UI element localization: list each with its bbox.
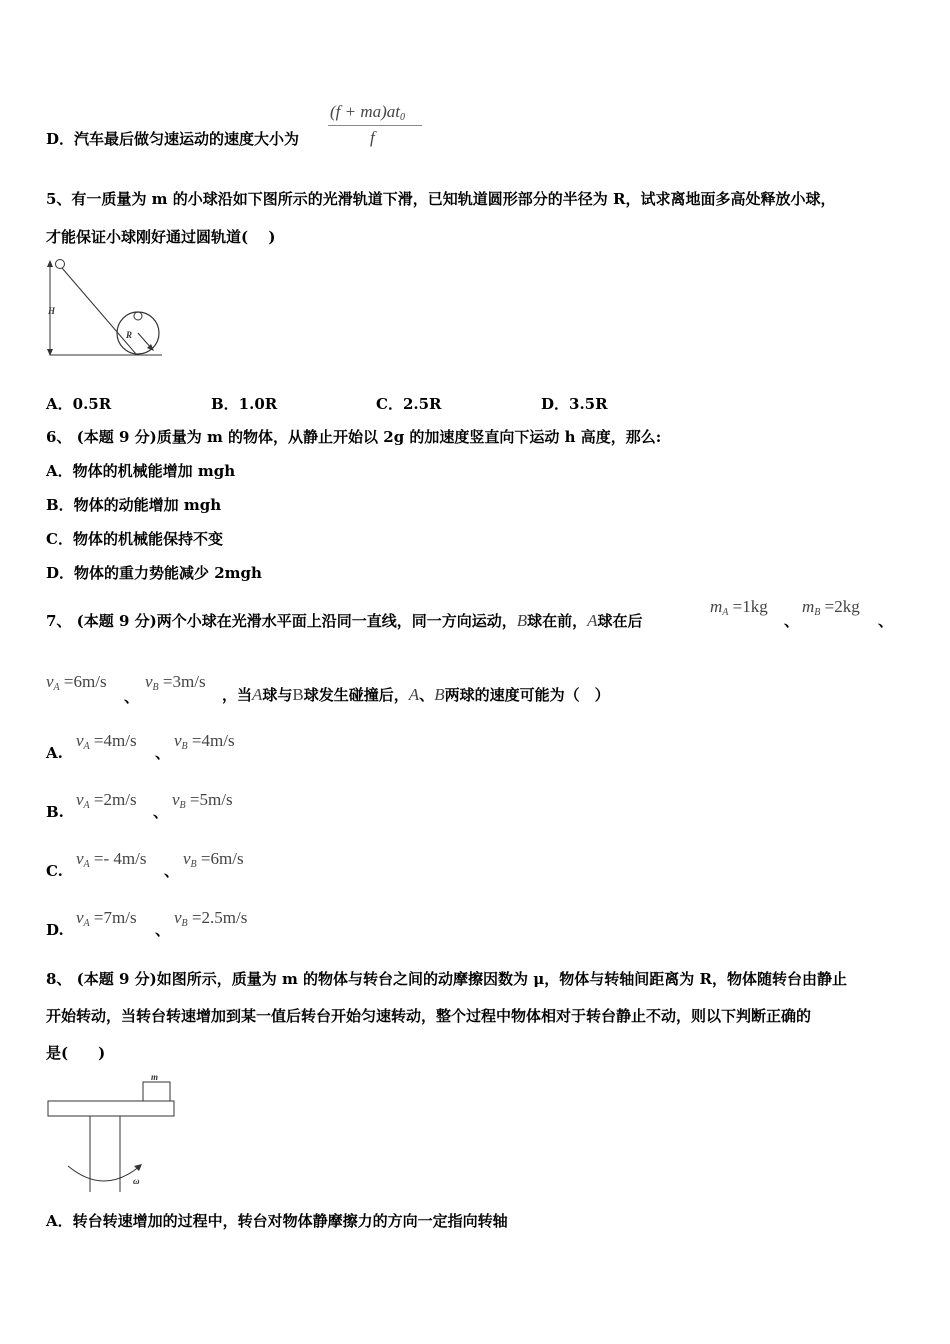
q7-option-d-label: D.	[46, 921, 64, 939]
q7-velocity-b: $v_B =3m/s$	[145, 672, 206, 693]
q5-track-figure	[44, 254, 166, 364]
q5-option-a: A．0.5R	[46, 395, 112, 413]
ball-top	[56, 260, 65, 269]
q7-velocity-a: $v_A =6m/s$	[46, 672, 107, 693]
q5-option-c: C．2.5R	[376, 395, 442, 413]
mass-label: m	[151, 1072, 159, 1082]
q7-option-a-va: $v_A =4m/s$	[76, 731, 137, 752]
q7-mass-b: $m_B =2kg$	[802, 597, 860, 618]
q7-separator-2: 、	[878, 612, 894, 630]
q8-stem-line2: 开始转动，当转台转速增加到某一值后转台开始匀速转动，整个过程中物体相对于转台静止不动，则以下判断正确的	[46, 1007, 812, 1025]
q7-option-c-vb: $v_B =6m/s$	[183, 849, 244, 870]
q8-stem-line3: 是( )	[46, 1044, 106, 1062]
q8-turntable-figure	[44, 1068, 180, 1194]
q7-option-a-vb: $v_B =4m/s$	[174, 731, 235, 752]
q6-option-a: A．物体的机械能增加 mgh	[46, 462, 236, 480]
q7-option-c-label: C.	[46, 862, 63, 880]
q5-option-b: B．1.0R	[211, 395, 278, 413]
q7-option-a-sep: 、	[155, 744, 171, 762]
q8-option-a: A．转台转速增加的过程中，转台对物体静摩擦力的方向一定指向转轴	[46, 1212, 508, 1230]
rotation-arc	[68, 1166, 140, 1181]
incline-track	[62, 268, 136, 354]
q6-option-b: B．物体的动能增加 mgh	[46, 496, 222, 514]
q7-option-a-label: A.	[46, 744, 63, 762]
ball-in-loop	[134, 312, 142, 320]
q7-option-c-va: $v_A =- 4m/s$	[76, 849, 147, 870]
q7-option-d-sep: 、	[155, 921, 171, 939]
q8-stem-line1: 8、 (本题 9 分)如图所示，质量为 m 的物体与转台之间的动摩擦因数为 μ，物体与转轴间距离为 R，物体随转台由静止	[46, 970, 847, 988]
height-label: H	[48, 306, 56, 316]
q7-option-d-va: $v_A =7m/s$	[76, 908, 137, 929]
q7-stem-line2: ，当A球与B球发生碰撞后，A、B两球的速度可能为（ ）	[222, 685, 610, 704]
fraction-bar	[328, 125, 422, 126]
q6-stem: 6、 (本题 9 分)质量为 m 的物体，从静止开始以 2g 的加速度竖直向下运动 h 高度，那么:	[46, 428, 662, 446]
q7-stem-line1: 7、 (本题 9 分)两个小球在光滑水平面上沿同一直线，同一方向运动，B球在前，A球在后	[46, 611, 643, 630]
q7-option-b-va: $v_A =2m/s$	[76, 790, 137, 811]
ball-a-label: A	[587, 611, 598, 630]
turntable-plate	[48, 1101, 174, 1116]
q4-fraction-denominator: f	[370, 128, 375, 147]
q5-stem-line2: 才能保证小球刚好通过圆轨道( )	[46, 228, 276, 246]
q4-option-d	[46, 128, 299, 149]
ball-b-label: B	[516, 611, 528, 630]
q7-option-b-label: B.	[46, 803, 64, 821]
q7-mass-a: $m_A =1kg$	[710, 597, 768, 618]
height-arrow-top	[47, 260, 53, 267]
q7-option-b-vb: $v_B =5m/s$	[172, 790, 233, 811]
q6-option-d: D．物体的重力势能减少 2mgh	[46, 564, 262, 582]
block-m	[143, 1082, 170, 1101]
radius-label: R	[126, 330, 133, 340]
q5-stem-line1: 5、有一质量为 m 的小球沿如下图所示的光滑轨道下滑，已知轨道圆形部分的半径为 R，试求离地面多高处释放小球，	[46, 190, 836, 208]
q5-option-d: D．3.5R	[541, 395, 608, 413]
q7-separator-1: 、	[784, 612, 800, 630]
omega-label: ω	[133, 1176, 140, 1186]
q4-fraction-numerator: $(f + ma)at_0$	[330, 102, 406, 123]
q7-option-d-vb: $v_B =2.5m/s$	[174, 908, 248, 929]
q7-option-b-sep: 、	[153, 803, 169, 821]
q4-option-d-text: D．汽车最后做匀速运动的速度大小为	[46, 130, 300, 148]
q7-option-c-sep: 、	[164, 862, 180, 880]
q6-option-c: C．物体的机械能保持不变	[46, 530, 223, 548]
q7-separator-3: 、	[124, 688, 140, 706]
